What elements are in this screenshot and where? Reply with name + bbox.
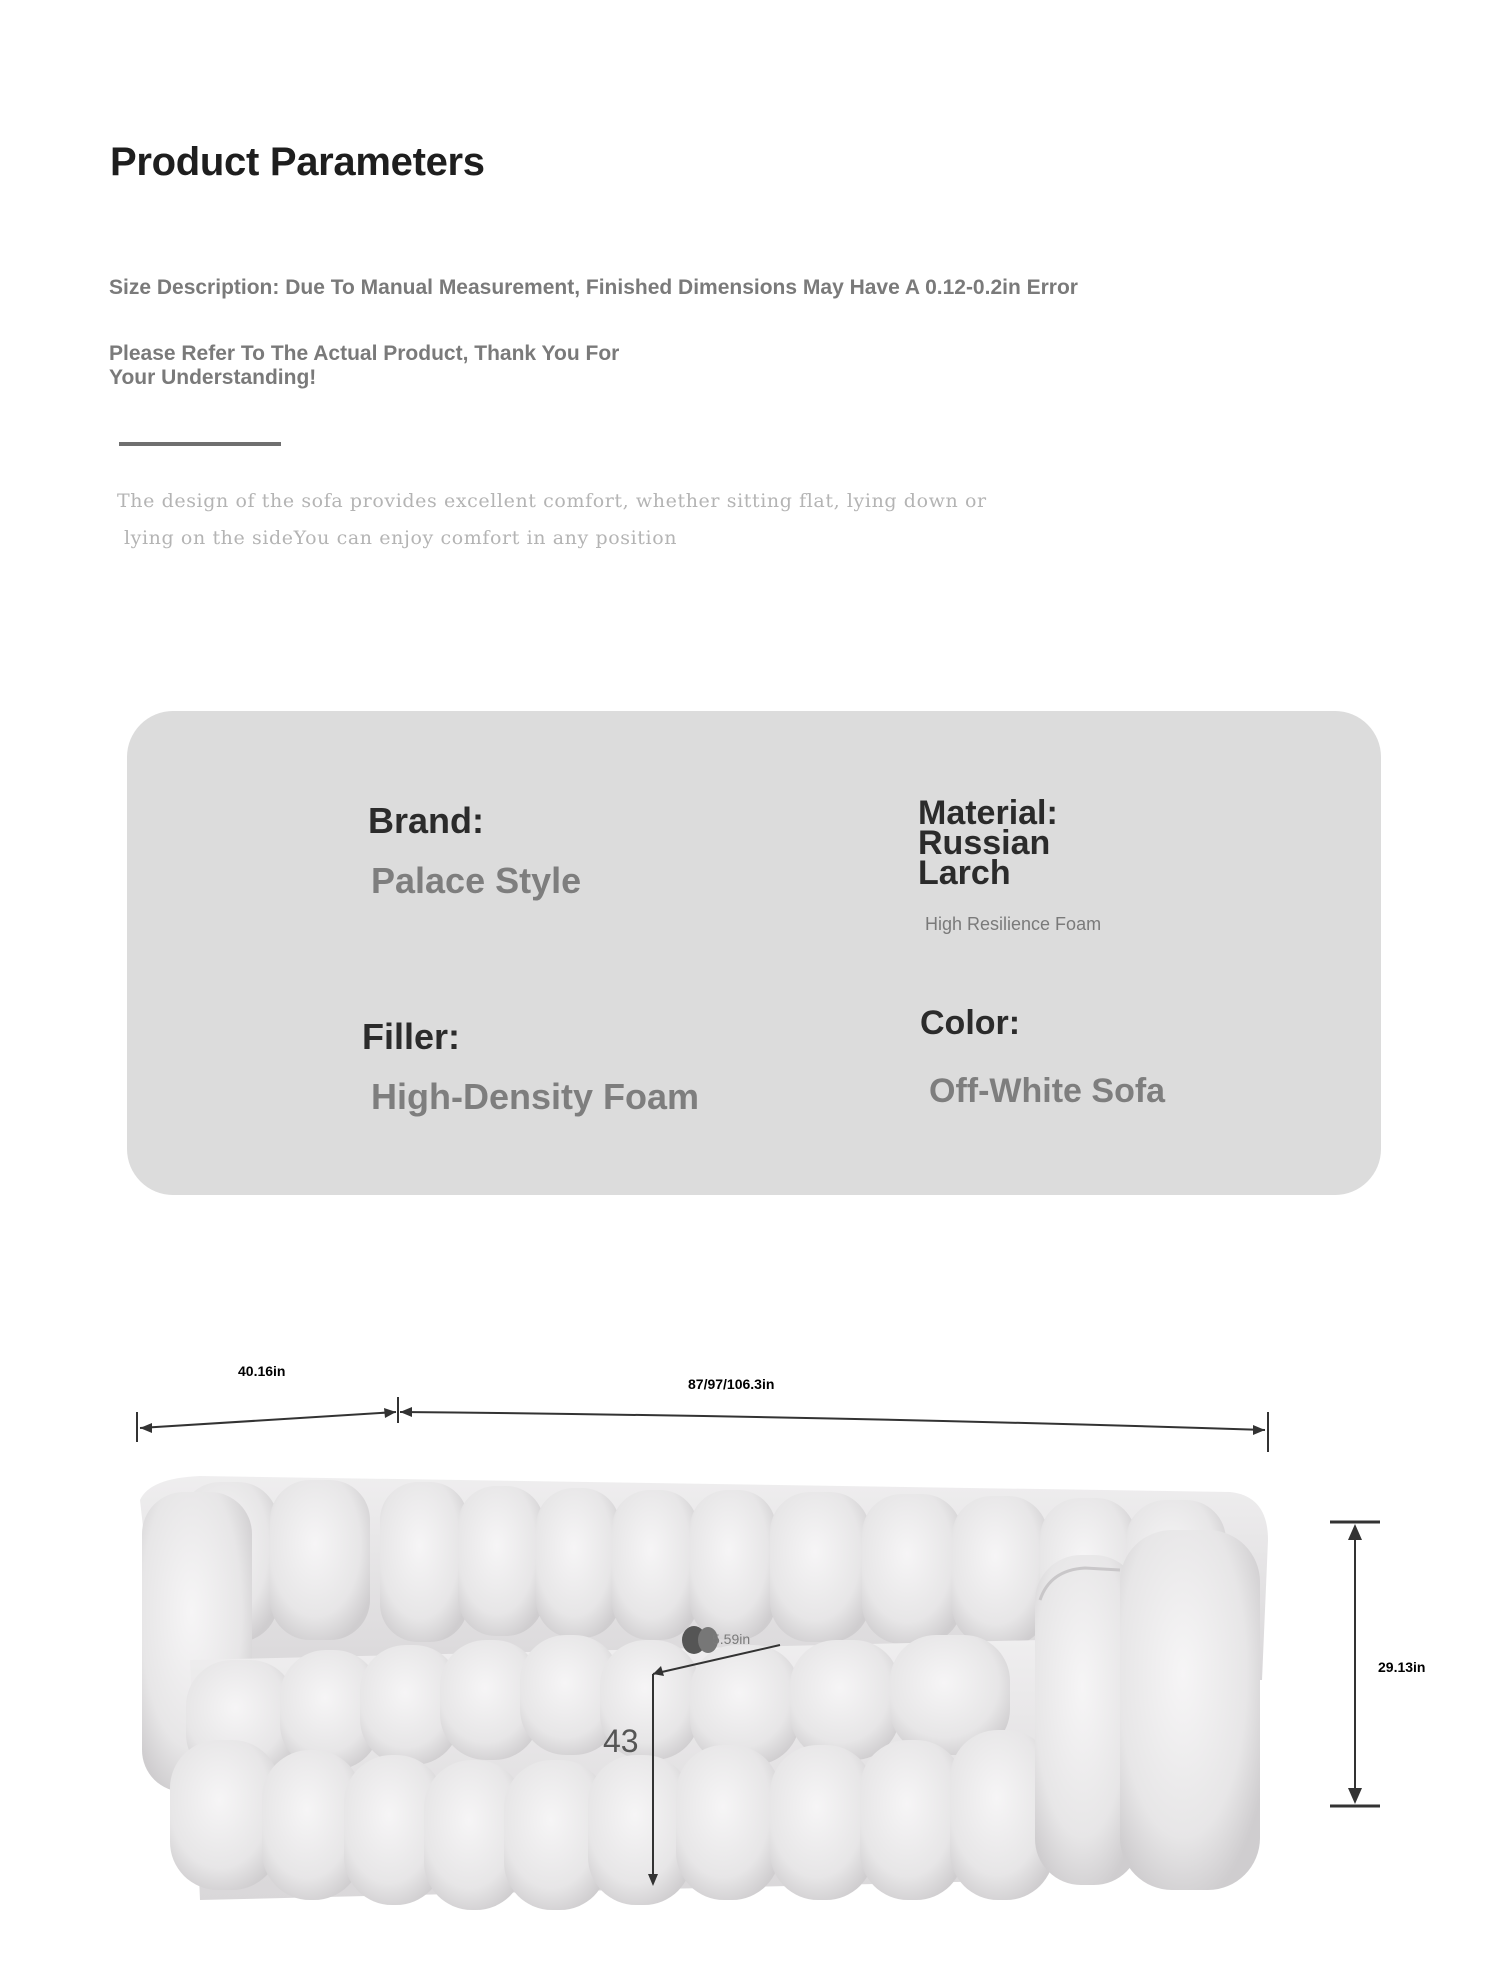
color-label: Color:	[920, 1004, 1021, 1042]
sofa-image	[140, 1476, 1268, 1910]
arm-width-label: 40.16in	[238, 1363, 286, 1379]
filler-label: Filler:	[362, 1016, 461, 1057]
size-description: Size Description: Due To Manual Measurement, Finished Dimensions May Have A 0.12-0.2in Error	[109, 276, 1078, 299]
height-dimension-line	[1330, 1522, 1380, 1806]
filler-value: High-Density Foam	[371, 1076, 700, 1117]
sofa-dimension-diagram	[0, 1300, 1500, 1976]
seat-depth-label: 5.59in	[712, 1631, 751, 1647]
refer-note-line-2: Your Understanding!	[109, 366, 317, 389]
comfort-blurb-line-2: lying on the sideYou can enjoy comfort in any position	[124, 527, 678, 549]
divider	[119, 442, 281, 446]
material-label-line-3: Larch	[918, 854, 1011, 892]
parameters-panel	[127, 711, 1381, 1195]
width-dimension-lines	[0, 1300, 1268, 1452]
brand-label: Brand:	[368, 800, 484, 841]
refer-note-line-1: Please Refer To The Actual Product, Thank You For	[109, 342, 620, 365]
total-length-label: 87/97/106.3in	[688, 1376, 775, 1392]
material-label-line-2: Russian	[918, 824, 1051, 862]
seat-height-label: 43	[603, 1723, 639, 1759]
page-title: Product Parameters	[110, 140, 485, 184]
material-value: High Resilience Foam	[925, 914, 1102, 934]
brand-value: Palace Style	[371, 860, 582, 901]
color-value: Off-White Sofa	[929, 1072, 1166, 1110]
height-label: 29.13in	[1378, 1659, 1426, 1675]
comfort-blurb	[117, 483, 1037, 557]
material-label	[918, 794, 1058, 892]
material-label-line-1: Material:	[918, 794, 1058, 832]
comfort-blurb-line-1: The design of the sofa provides excellent comfort, whether sitting flat, lying down or	[117, 490, 987, 512]
